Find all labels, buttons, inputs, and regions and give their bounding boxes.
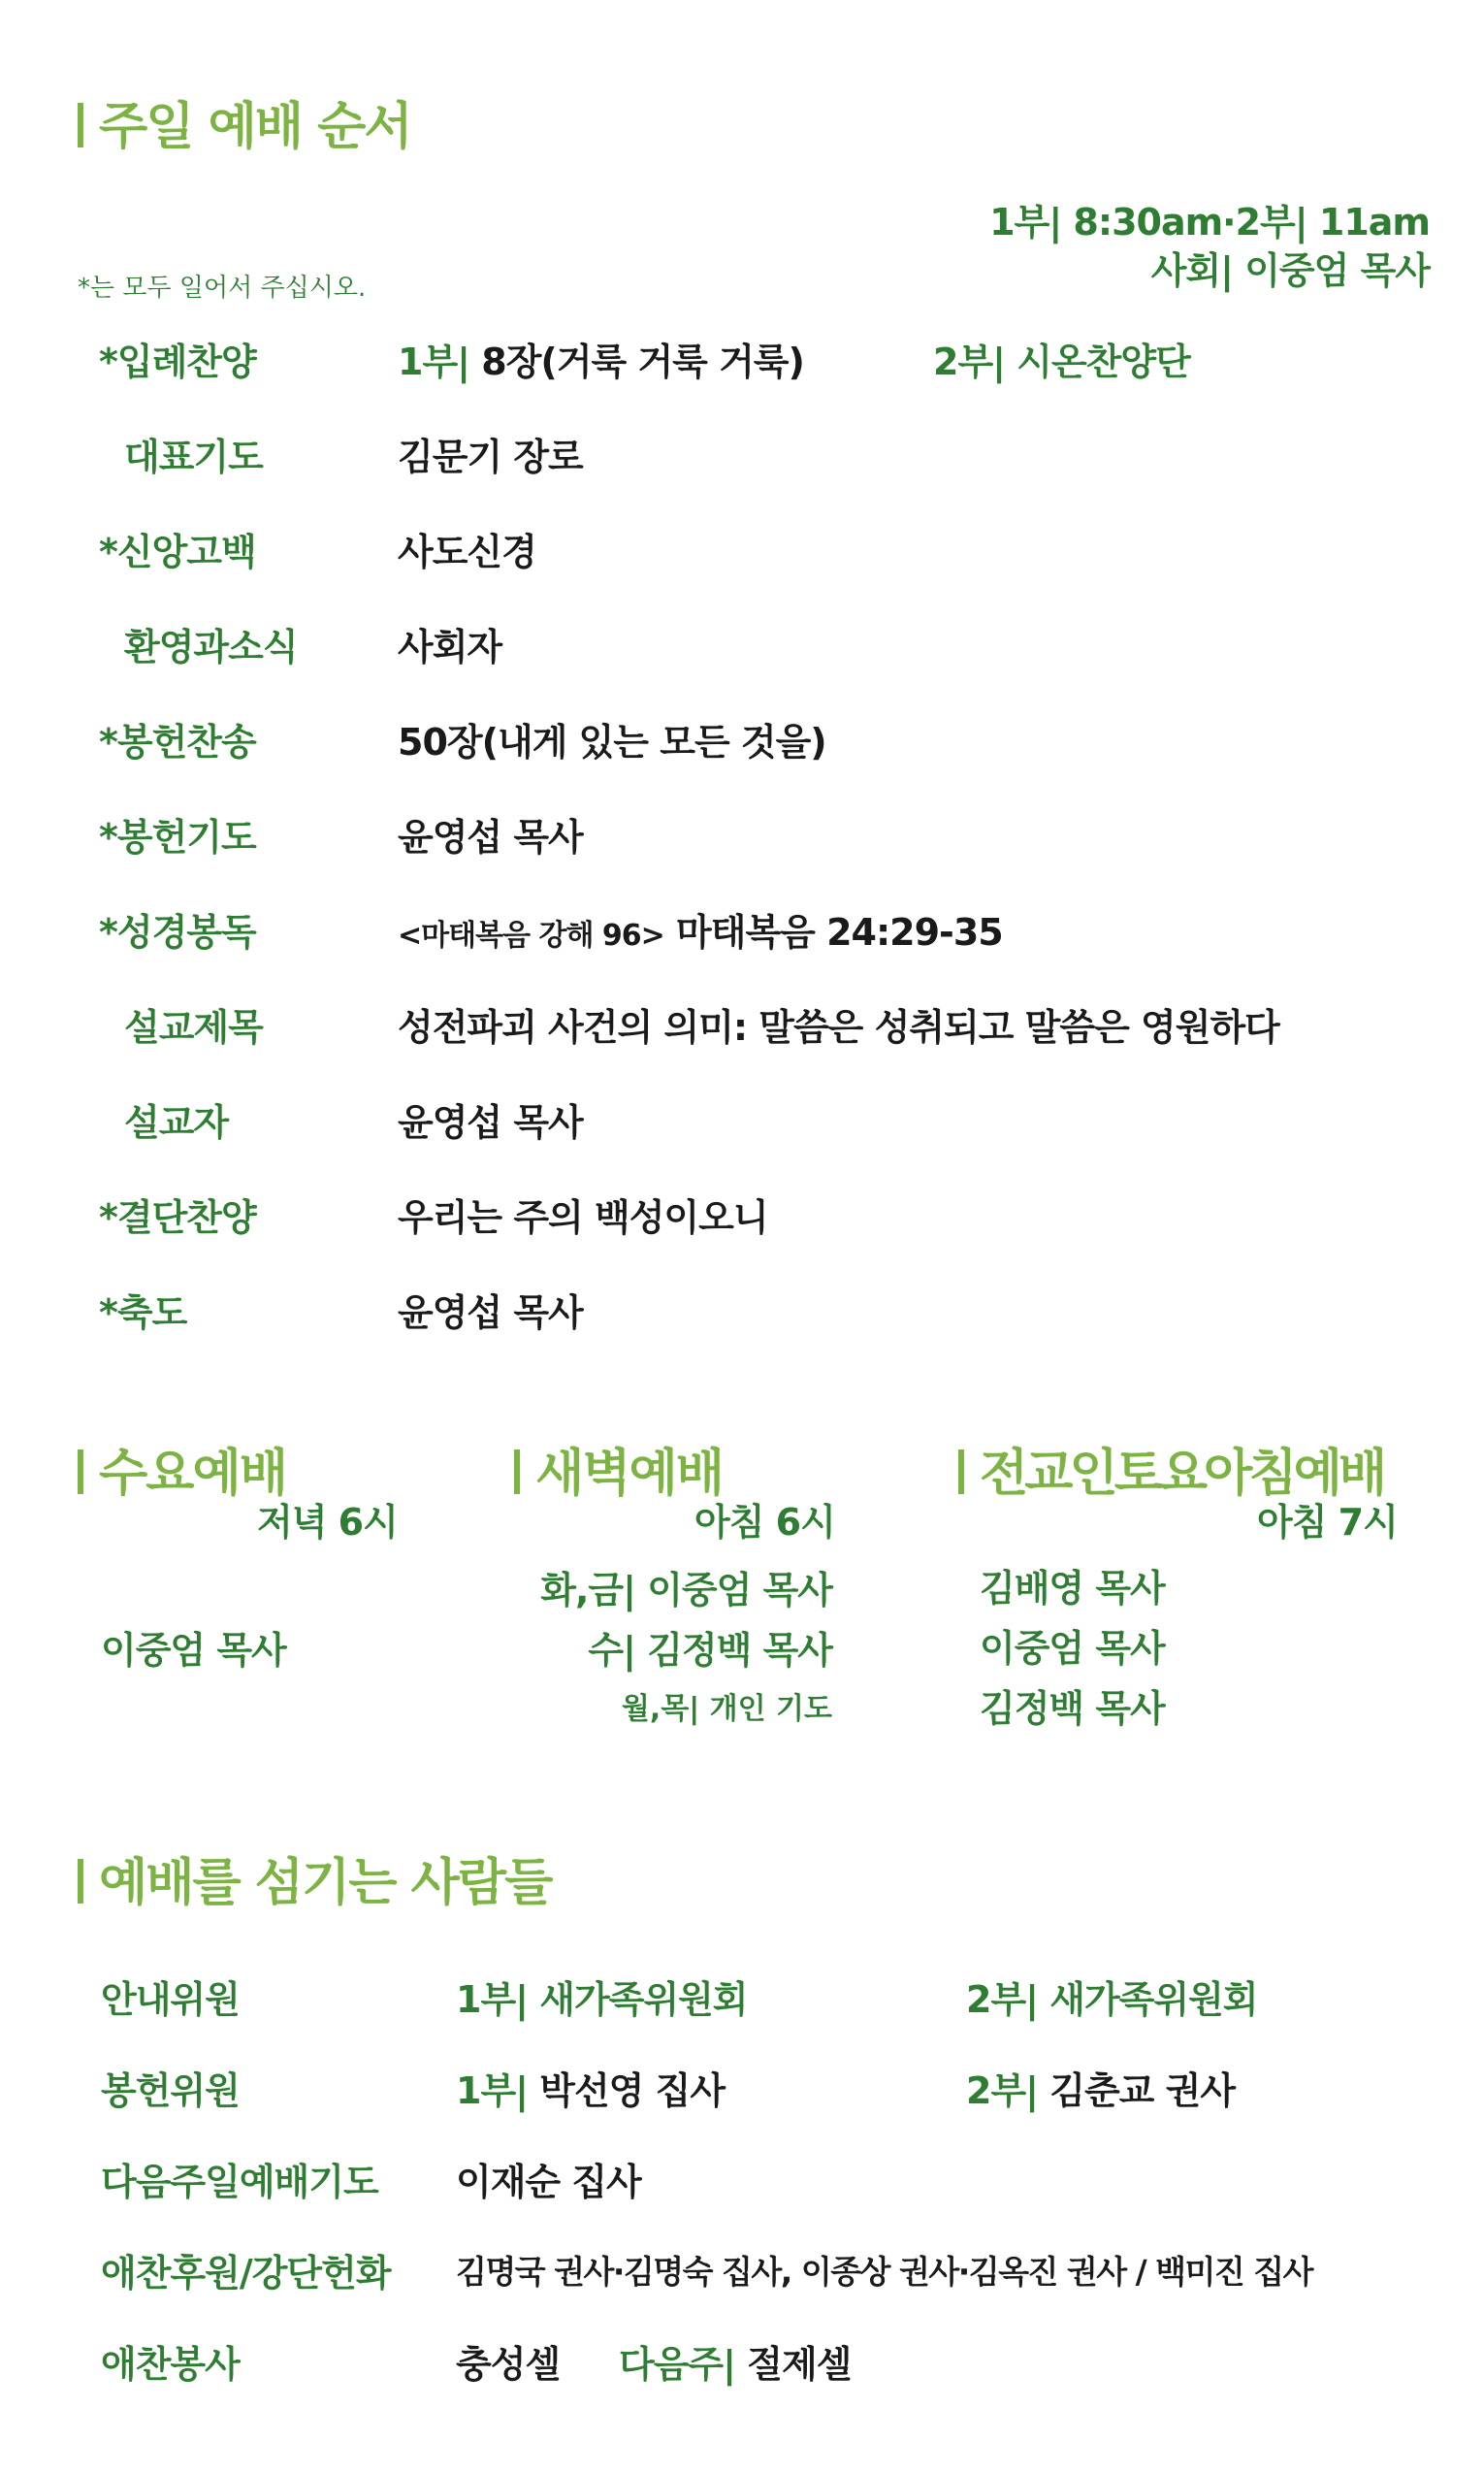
- order-label: 설교제목: [124, 1006, 263, 1049]
- title-bar-icon: [78, 1449, 83, 1494]
- order-value: 사도신경: [398, 531, 536, 573]
- server-label: 애찬후원/강단헌화: [101, 2252, 391, 2295]
- server-label: 안내위원: [101, 1978, 240, 2021]
- section-title-sunday: 주일 예배 순서: [78, 85, 411, 158]
- server-label: 다음주일예배기도: [101, 2161, 378, 2203]
- title-bar-icon: [78, 1859, 83, 1904]
- order-label: *신앙고백: [99, 531, 256, 573]
- saturday-person: 이중엄 목사: [980, 1627, 1165, 1670]
- order-label: *성경봉독: [99, 911, 256, 954]
- order-value: 50장(내게 있는 모든 것을): [398, 721, 826, 764]
- order-value: 윤영섭 목사: [398, 816, 583, 859]
- server-value: 이재순 집사: [456, 2161, 641, 2203]
- wednesday-time: 저녁 6시: [257, 1501, 398, 1544]
- section-title-wednesday: 수요예배: [78, 1432, 286, 1505]
- server-value: 충성셀: [456, 2343, 561, 2386]
- title-bar-icon: [78, 103, 83, 147]
- server-label: 애찬봉사: [101, 2343, 240, 2386]
- order-label: *결단찬양: [99, 1196, 256, 1239]
- order-value: 윤영섭 목사: [398, 1291, 583, 1334]
- server-value-2: 2부| 김춘교 권사: [966, 2069, 1236, 2112]
- saturday-time: 아침 7시: [1257, 1501, 1398, 1544]
- title-bar-icon: [958, 1449, 964, 1494]
- section-title-dawn: 새벽예배: [514, 1432, 723, 1505]
- order-label: 환영과소식: [124, 626, 298, 668]
- title-bar-icon: [514, 1449, 520, 1494]
- sunday-times: 1부| 8:30am·2부| 11am: [989, 201, 1430, 244]
- order-label: *축도: [99, 1291, 187, 1334]
- order-label: *입례찬양: [99, 341, 256, 383]
- section-title-servers: 예배를 섬기는 사람들: [78, 1841, 551, 1914]
- saturday-person: 김배영 목사: [980, 1567, 1165, 1610]
- saturday-person: 김정백 목사: [980, 1687, 1165, 1730]
- order-label: *봉헌기도: [99, 816, 256, 859]
- server-label: 봉헌위원: [101, 2069, 240, 2112]
- order-value-2: 2부| 시온찬양단: [933, 341, 1190, 383]
- order-value: 사회자: [398, 626, 502, 668]
- server-value: 김명국 권사·김명숙 집사, 이종상 권사·김옥진 권사 / 백미진 집사: [456, 2253, 1313, 2291]
- order-value: <마태복음 강해 96> 마태복음 24:29-35: [398, 911, 1003, 954]
- section-title-saturday: 전교인토요아침예배: [958, 1432, 1383, 1505]
- order-label: 대표기도: [124, 436, 263, 478]
- dawn-time: 아침 6시: [694, 1501, 835, 1544]
- wednesday-person: 이중엄 목사: [101, 1629, 286, 1672]
- server-value: 1부| 새가족위원회: [456, 1978, 748, 2021]
- order-value: 1부| 8장(거룩 거룩 거룩): [398, 341, 804, 383]
- dawn-person: 화,금| 이중엄 목사: [540, 1569, 832, 1611]
- order-value: 김문기 장로: [398, 436, 583, 478]
- sermon-title: 성전파괴 사건의 의미: 말씀은 성취되고 말씀은 영원하다: [398, 1006, 1279, 1049]
- server-value-2: 2부| 새가족위원회: [966, 1978, 1258, 2021]
- server-value-2: 다음주| 절제셀: [619, 2343, 852, 2386]
- dawn-note: 월,목| 개인 기도: [621, 1692, 832, 1726]
- order-value: 윤영섭 목사: [398, 1101, 583, 1144]
- sunday-host: 사회| 이중엄 목사: [1150, 249, 1430, 292]
- order-value: 우리는 주의 백성이오니: [398, 1196, 768, 1239]
- server-value: 1부| 박선영 집사: [456, 2069, 726, 2112]
- order-label: 설교자: [124, 1101, 229, 1144]
- order-label: *봉헌찬송: [99, 721, 256, 764]
- dawn-person: 수| 김정백 목사: [588, 1629, 832, 1672]
- standing-note: *는 모두 일어서 주십시오.: [78, 274, 367, 303]
